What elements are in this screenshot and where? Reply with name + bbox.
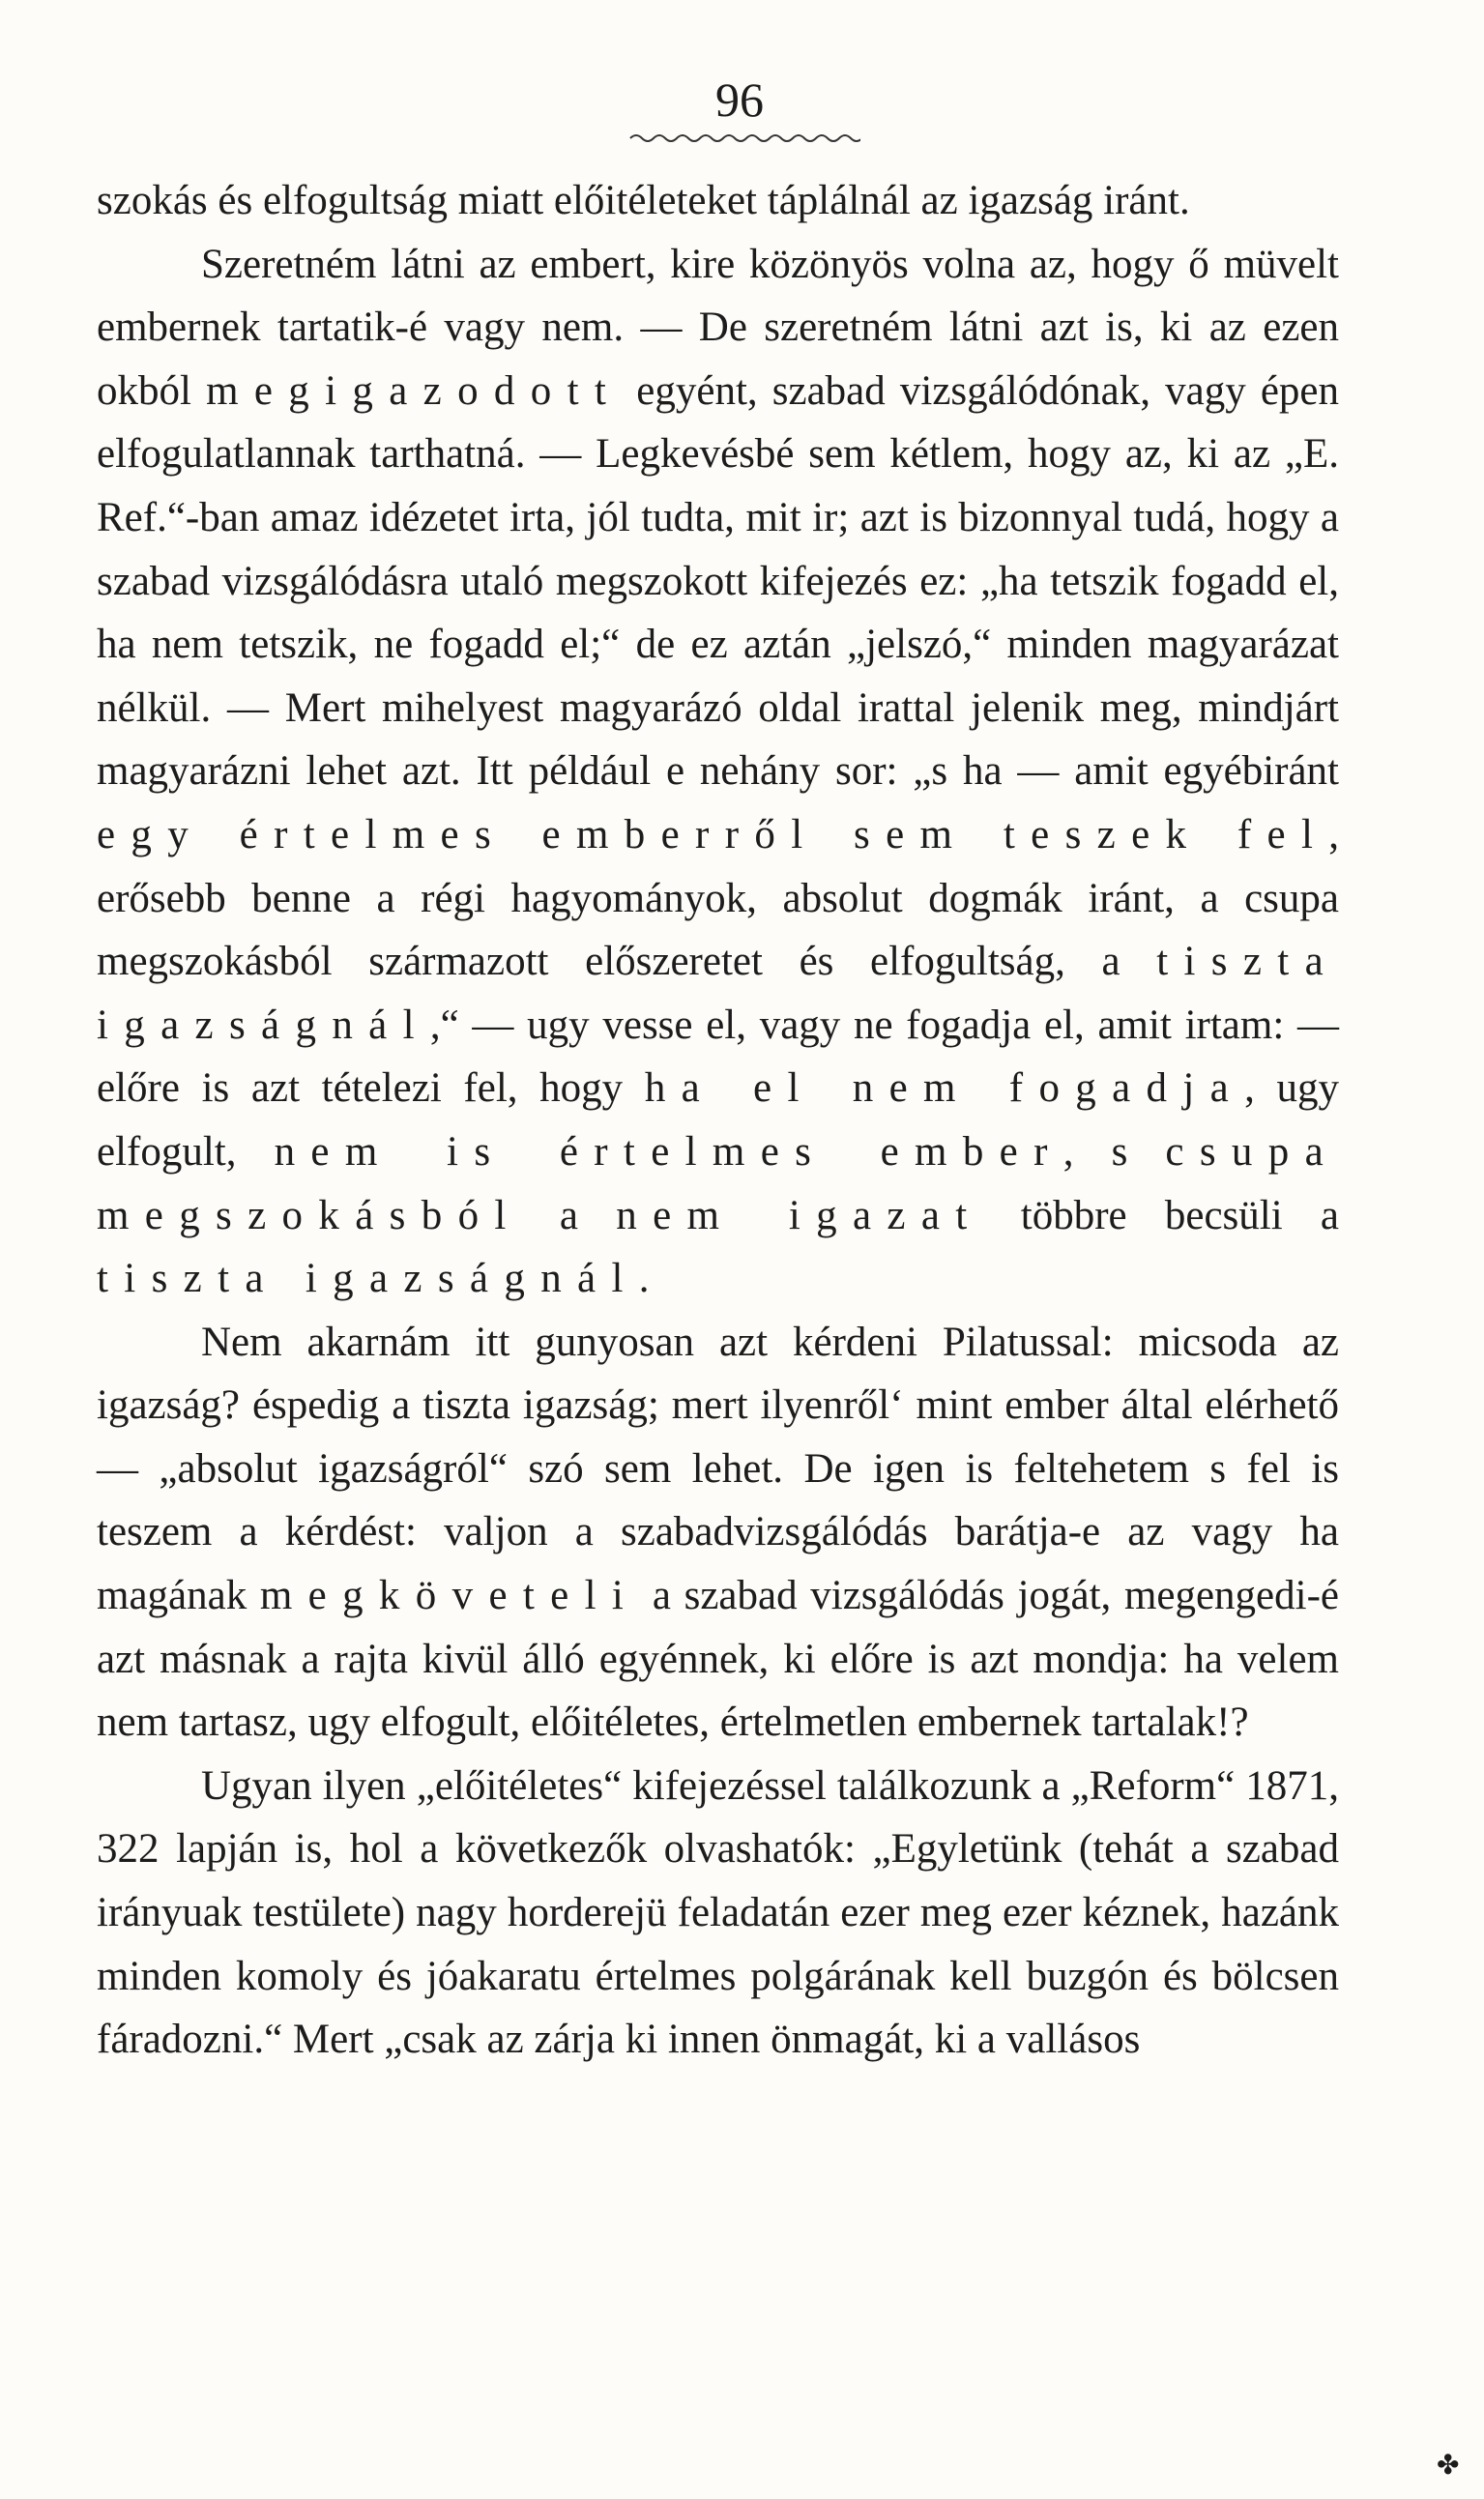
paragraph [97, 169, 1339, 233]
paragraph [97, 233, 1339, 1311]
paragraph [97, 1755, 1339, 2072]
spaced-emphasis: megköveteli [259, 1573, 640, 1619]
wavy-rule-ornament [628, 131, 860, 145]
text-run: a [521, 1192, 617, 1238]
body-text [97, 169, 1339, 2072]
spaced-emphasis: tiszta igazságnál [97, 939, 1339, 1048]
text-run: . [638, 1256, 650, 1302]
text-run: többre becsüli a [982, 1192, 1339, 1238]
text-run: egyént, szabad vizsgálódónak, vagy épen elfogulatlannak tarthatná. — Legkevésbé sem kétlem, hogy az, ki az „E. Ref.“-ban amaz idézetet irta, jól tudta, mit ir; azt is bizonnyal tudá, hogy a szabad vizsgálódásra utaló megszokott kifejezés ez: „ha tetszik fogadd el, ha nem tetszik, ne fogadd el;“ de ez aztán „jelszó,“ minden magyarázat nélkül. — Mert mihelyest magyarázó oldal irattal jelenik meg, mindjárt magyarázni lehet azt. Itt például e nehány sor: „s ha — amit egyébiránt [97, 367, 1339, 795]
page-number: 96 [715, 73, 764, 127]
text-run: ,“ — ugy vesse el, vagy ne fogadja el, amit irtam: — előre is azt tételezi fel, hogy [97, 1002, 1339, 1112]
spaced-emphasis: nem igazat [616, 1192, 983, 1238]
spaced-emphasis: nem is értelmes ember [274, 1128, 1063, 1175]
spaced-emphasis: ha el nem fogadja [644, 1065, 1245, 1112]
paragraph [97, 1311, 1339, 1755]
text-run: szokás és elfogultság miatt előitéleteket táplálnál az igazság iránt. [97, 178, 1190, 223]
text-run: a szabad vizsgálódás jogát, megengedi-é azt másnak a rajta kivül álló egyénnek, ki előre is azt mondja: ha velem nem tartasz, ugy elfogult, előitéletes, értelmetlen embernek tartalak!? [97, 1573, 1339, 1746]
text-run: Nem akarnám itt gunyosan azt kérdeni Pilatussal: micsoda az igazság? éspedig a tiszta igazság; mert ilyenről‘ mint ember által elérhető — „absolut igazságról“ szó sem lehet. De igen is feltehetem s fel is teszem a kérdést: valjon a szabadvizsgálódás barátja-e az vagy ha magának [97, 1319, 1339, 1619]
printer-mark: ✤ [1437, 2449, 1460, 2481]
text-run: , ugy elfogult, [97, 1065, 1339, 1175]
text-run: , s [1062, 1128, 1166, 1175]
text-run: Szeretném látni az embert, kire közönyös volna az, hogy ő müvelt embernek tartatik-é vagy nem. — De szeretném látni azt is, ki az ezen okból [97, 241, 1339, 414]
spaced-emphasis: egy értelmes emberről sem teszek fel [97, 811, 1329, 857]
spaced-emphasis: megigazodott [206, 367, 623, 414]
spaced-emphasis: csupa megszokásból [97, 1128, 1339, 1238]
text-run: Ugyan ilyen „előitéletes“ kifejezéssel találkozunk a „Reform“ 1871, 322 lapján is, hol a következők olvashatók: „Egyletünk (tehát a szabad irányuak testülete) nagy horderejü feladatán ezer meg ezer kéznek, hazánk minden komoly és jóakaratu értelmes polgárának kell buzgón és bölcsen fáradozni.“ Mert „csak az zárja ki innen önmagát, ki a vallásos [97, 1762, 1339, 2063]
spaced-emphasis: tiszta igazságnál [97, 1256, 639, 1302]
text-run: , erősebb benne a régi hagyományok, absolut dogmák iránt, a csupa megszokásból származott előszeretet és elfogultság, a [97, 811, 1339, 985]
